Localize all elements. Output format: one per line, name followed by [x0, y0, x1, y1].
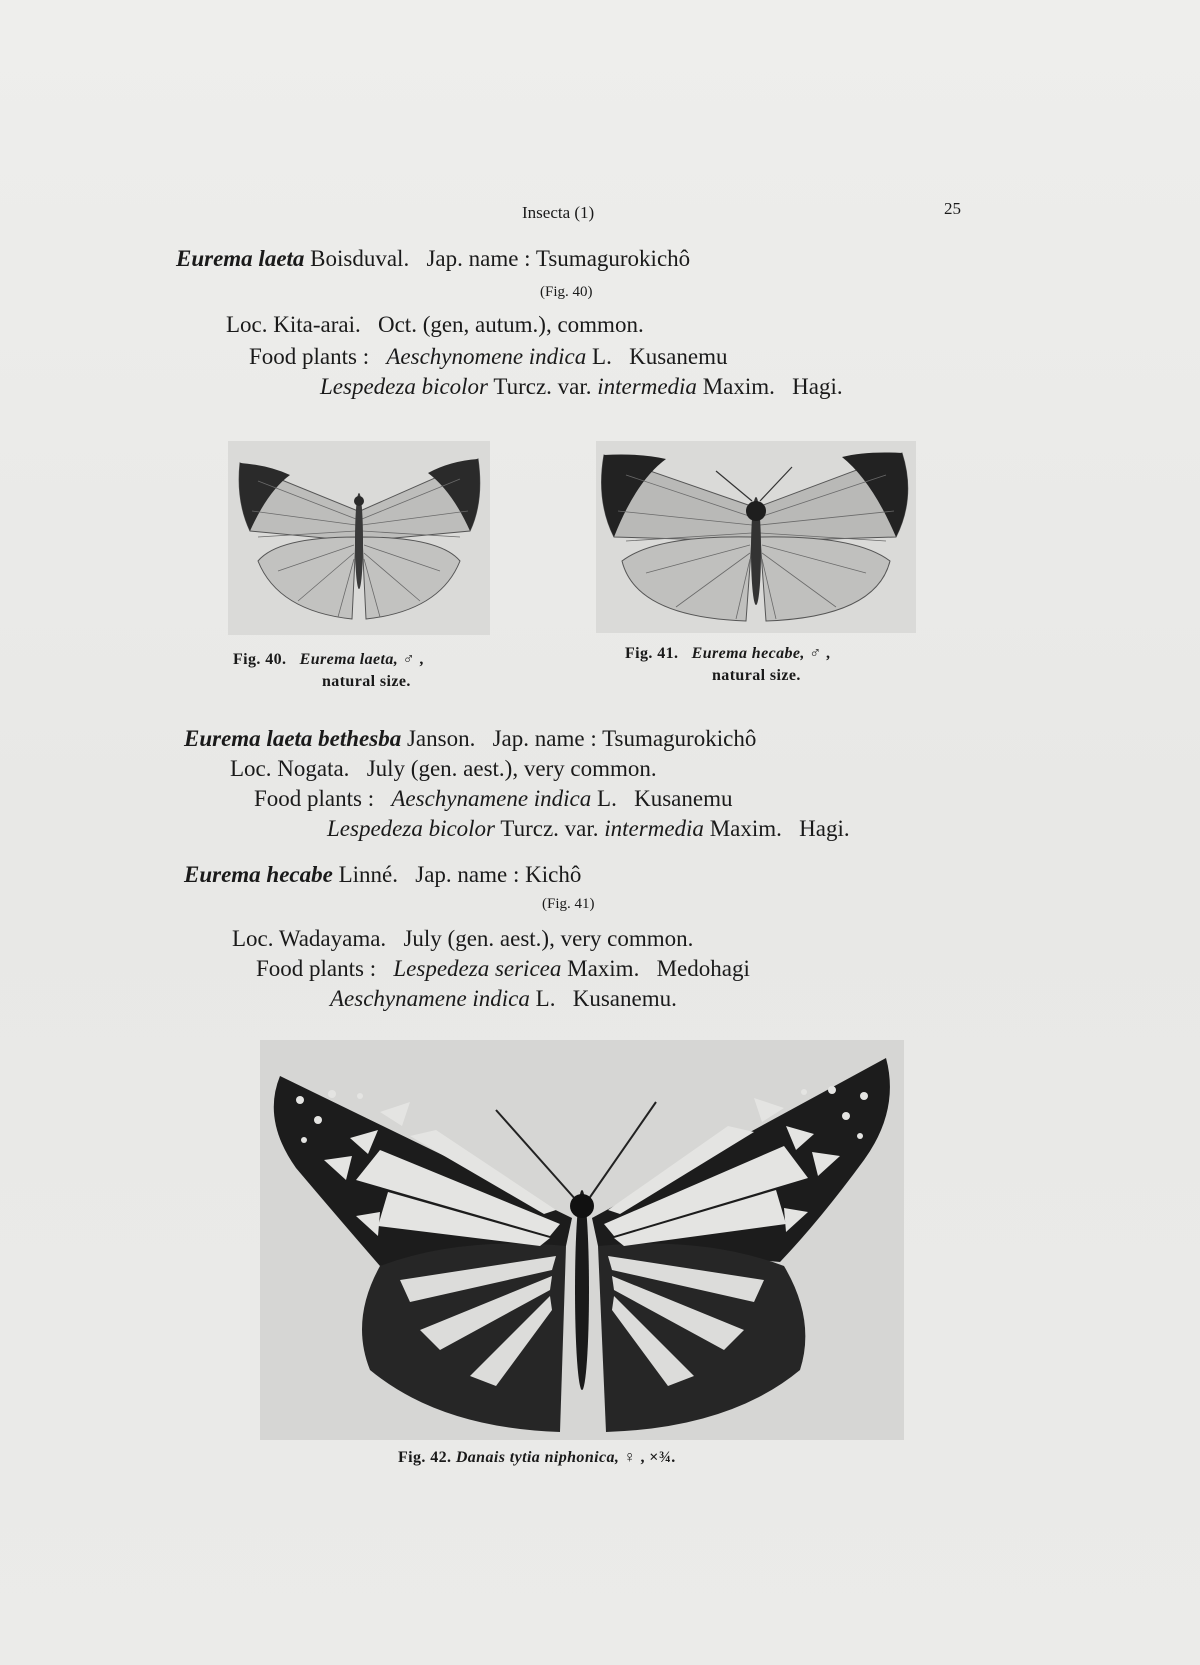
plant-japanese-name: Hagi. [792, 374, 843, 399]
locality: Loc. Nogata. [230, 756, 350, 781]
entry-heading [176, 246, 690, 272]
plant-author: Maxim. [702, 374, 775, 399]
figure-41-caption-note: natural size. [712, 667, 801, 684]
figure-40-caption [233, 651, 424, 669]
figure-species: Danais tytia niphonica, [455, 1449, 620, 1466]
scale-factor: ×¾. [649, 1449, 676, 1466]
plant-name: Aeschynomene indica [386, 344, 587, 369]
locality-line [226, 312, 644, 338]
plant-japanese-name: Kusanemu [634, 786, 733, 811]
entry-heading [184, 862, 581, 888]
food-plants-line [249, 344, 727, 370]
food-plants-label: Food plants : [249, 344, 370, 369]
locality-line [230, 756, 657, 782]
plant-name: Lespedeza bicolor [327, 816, 496, 841]
plant-name: Aeschynamene indica [391, 786, 592, 811]
sex-symbol: ♂ , [809, 645, 831, 662]
plant-japanese-name: Kusanemu. [572, 986, 677, 1011]
species-author: Boisduval. [310, 246, 410, 271]
locality: Loc. Kita-arai. [226, 312, 361, 337]
figure-label: Fig. 41. [625, 645, 679, 662]
figure-species: Eurema hecabe, [691, 645, 805, 662]
figure-species: Eurema laeta, [299, 651, 399, 668]
figure-40-photo [228, 441, 490, 635]
plant-name: Lespedeza bicolor [320, 374, 489, 399]
species-author: Janson. [406, 726, 476, 751]
butterfly-photo [228, 441, 490, 635]
figure-label: Fig. 42. [398, 1449, 452, 1466]
food-plants-line [327, 816, 850, 842]
figure-reference: (Fig. 41) [542, 896, 595, 912]
figure-41-caption [625, 645, 830, 663]
plant-author: L. [592, 344, 612, 369]
sex-symbol: ♂ , [402, 651, 424, 668]
plant-qualifier: Turcz. var. [493, 374, 592, 399]
japanese-name-label: Jap. name : [415, 862, 520, 887]
plant-japanese-name: Hagi. [799, 816, 850, 841]
butterfly-photo [260, 1040, 904, 1440]
plant-variety: intermedia [604, 816, 704, 841]
figure-reference: (Fig. 40) [540, 284, 593, 300]
sex-symbol: ♀ , [623, 1449, 645, 1466]
locality-line [232, 926, 693, 952]
page-number: 25 [944, 199, 961, 218]
food-plants-line [320, 374, 843, 400]
plant-author: Maxim. [709, 816, 782, 841]
season: July (gen. aest.), very common. [403, 926, 694, 951]
figure-42-photo [260, 1040, 904, 1440]
plant-author: L. [597, 786, 617, 811]
food-plants-line [330, 986, 677, 1012]
running-head: Insecta (1) [522, 203, 595, 222]
season: Oct. (gen, autum.), common. [377, 312, 644, 337]
locality: Loc. Wadayama. [232, 926, 387, 951]
species-name: Eurema laeta [176, 246, 305, 271]
japanese-name: Tsumagurokichô [535, 246, 691, 271]
japanese-name-label: Jap. name : [426, 246, 531, 271]
food-plants-line [254, 786, 732, 812]
japanese-name: Tsumagurokichô [602, 726, 757, 751]
figure-42-caption [398, 1449, 676, 1467]
species-name: Eurema laeta bethesba [184, 726, 402, 751]
plant-japanese-name: Kusanemu [629, 344, 728, 369]
butterfly-photo [596, 441, 916, 633]
japanese-name: Kichô [525, 862, 582, 887]
figure-label: Fig. 40. [233, 651, 287, 668]
plant-japanese-name: Medohagi [656, 956, 750, 981]
plant-name: Lespedeza sericea [393, 956, 562, 981]
species-name: Eurema hecabe [184, 862, 333, 887]
plant-name: Aeschynamene indica [330, 986, 530, 1011]
plant-author: Maxim. [567, 956, 640, 981]
plant-qualifier: Turcz. var. [500, 816, 599, 841]
plant-author: L. [535, 986, 556, 1011]
entry-heading [184, 726, 756, 752]
figure-41-photo [596, 441, 916, 633]
food-plants-label: Food plants : [254, 786, 375, 811]
food-plants-label: Food plants : [256, 956, 377, 981]
plant-variety: intermedia [597, 374, 697, 399]
japanese-name-label: Jap. name : [492, 726, 597, 751]
season: July (gen. aest.), very common. [366, 756, 657, 781]
figure-40-caption-note: natural size. [322, 673, 411, 690]
food-plants-line [256, 956, 750, 982]
species-author: Linné. [338, 862, 399, 887]
